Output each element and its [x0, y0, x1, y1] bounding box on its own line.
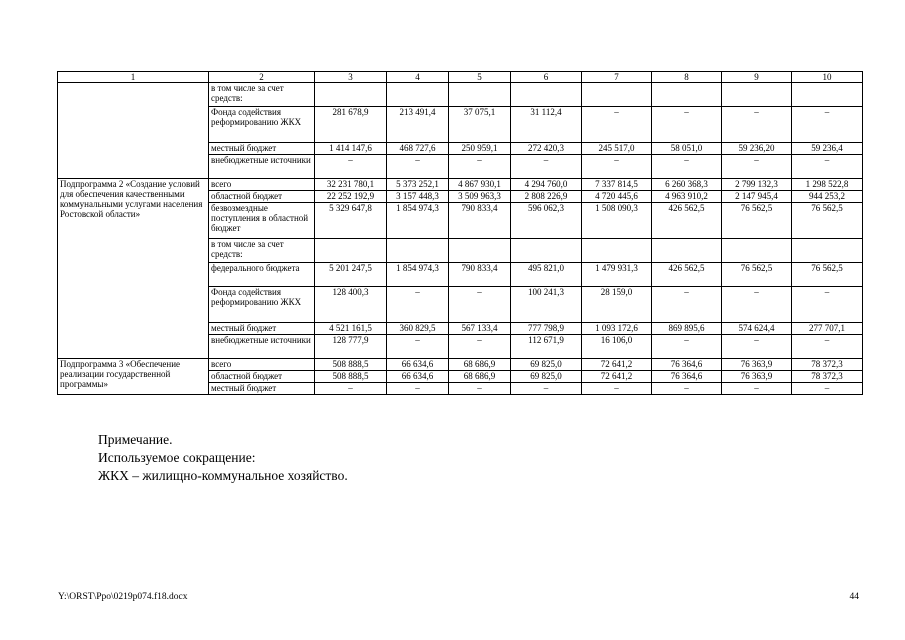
value-cell: 32 231 780,1 [315, 179, 387, 191]
value-cell: 4 867 930,1 [449, 179, 511, 191]
value-cell: 426 562,5 [652, 203, 722, 239]
value-cell [652, 239, 722, 263]
source-cell: местный бюджет [209, 323, 315, 335]
value-cell [315, 239, 387, 263]
value-cell: 1 479 931,3 [582, 263, 652, 287]
subprogram-cell [58, 83, 209, 179]
source-cell: областной бюджет [209, 191, 315, 203]
value-cell: 1 508 090,3 [582, 203, 652, 239]
value-cell: – [387, 335, 449, 359]
budget-table [57, 71, 863, 395]
value-cell: 250 959,1 [449, 143, 511, 155]
value-cell: – [387, 287, 449, 323]
value-cell: 59 236,20 [722, 143, 792, 155]
value-cell: 360 829,5 [387, 323, 449, 335]
note-abbreviation: ЖКХ – жилищно-коммунальное хозяйство. [98, 468, 348, 483]
value-cell: – [387, 383, 449, 395]
value-cell: – [722, 155, 792, 179]
table-row [58, 179, 863, 191]
value-cell: 790 833,4 [449, 203, 511, 239]
column-header: 2 [209, 72, 315, 83]
source-cell: местный бюджет [209, 143, 315, 155]
value-cell: 790 833,4 [449, 263, 511, 287]
subprogram-cell: Подпрограмма 3 «Обеспечение реализации государственной программы» [58, 359, 209, 395]
value-cell: 59 236,4 [792, 143, 863, 155]
value-cell [387, 83, 449, 107]
value-cell [582, 83, 652, 107]
value-cell: 2 799 132,3 [722, 179, 792, 191]
note-subtitle: Используемое сокращение: [98, 450, 256, 465]
value-cell: – [449, 287, 511, 323]
source-cell: местный бюджет [209, 383, 315, 395]
value-cell: 16 106,0 [582, 335, 652, 359]
value-cell: 76 364,6 [652, 371, 722, 383]
note-title: Примечание. [98, 432, 173, 447]
value-cell: 69 825,0 [511, 359, 582, 371]
source-cell: федерального бюджета [209, 263, 315, 287]
column-header: 6 [511, 72, 582, 83]
value-cell: 869 895,6 [652, 323, 722, 335]
subprogram-cell: Подпрограмма 2 «Создание условий для обеспечения качественными коммунальными услугами населения Ростовской области» [58, 179, 209, 359]
source-cell: в том числе за счет средств: [209, 83, 315, 107]
column-header: 8 [652, 72, 722, 83]
value-cell: – [449, 155, 511, 179]
value-cell: – [582, 383, 652, 395]
value-cell: – [652, 335, 722, 359]
value-cell: 277 707,1 [792, 323, 863, 335]
value-cell: – [792, 155, 863, 179]
value-cell: 37 075,1 [449, 107, 511, 143]
value-cell: – [792, 107, 863, 143]
value-cell: – [582, 155, 652, 179]
value-cell [387, 239, 449, 263]
value-cell: 567 133,4 [449, 323, 511, 335]
table-row [58, 83, 863, 107]
value-cell: 128 777,9 [315, 335, 387, 359]
value-cell: – [792, 335, 863, 359]
value-cell: 4 294 760,0 [511, 179, 582, 191]
value-cell: 596 062,3 [511, 203, 582, 239]
value-cell: 1 854 974,3 [387, 263, 449, 287]
value-cell: 777 798,9 [511, 323, 582, 335]
value-cell: 281 678,9 [315, 107, 387, 143]
value-cell: 4 720 445,6 [582, 191, 652, 203]
value-cell [722, 83, 792, 107]
value-cell: – [315, 155, 387, 179]
value-cell: 76 364,6 [652, 359, 722, 371]
value-cell: 76 562,5 [722, 203, 792, 239]
footer-page-number: 44 [849, 592, 859, 602]
value-cell [722, 239, 792, 263]
value-cell: 272 420,3 [511, 143, 582, 155]
value-cell: 7 337 814,5 [582, 179, 652, 191]
value-cell: 78 372,3 [792, 359, 863, 371]
value-cell: 468 727,6 [387, 143, 449, 155]
source-cell: областной бюджет [209, 371, 315, 383]
value-cell: 66 634,6 [387, 359, 449, 371]
value-cell: – [722, 335, 792, 359]
value-cell: 78 372,3 [792, 371, 863, 383]
value-cell: 72 641,2 [582, 359, 652, 371]
column-header: 5 [449, 72, 511, 83]
column-header: 9 [722, 72, 792, 83]
column-header: 10 [792, 72, 863, 83]
source-cell: внебюджетные источники [209, 155, 315, 179]
table-row [58, 359, 863, 371]
value-cell: 31 112,4 [511, 107, 582, 143]
source-cell: Фонда содействия реформированию ЖКХ [209, 287, 315, 323]
value-cell: – [387, 155, 449, 179]
value-cell: 28 159,0 [582, 287, 652, 323]
value-cell: 68 686,9 [449, 359, 511, 371]
source-cell: Фонда содействия реформированию ЖКХ [209, 107, 315, 143]
value-cell: 76 562,5 [722, 263, 792, 287]
value-cell: – [722, 287, 792, 323]
value-cell [449, 83, 511, 107]
value-cell: 6 260 368,3 [652, 179, 722, 191]
value-cell: 2 808 226,9 [511, 191, 582, 203]
value-cell [582, 239, 652, 263]
value-cell: – [722, 383, 792, 395]
value-cell: 76 562,5 [792, 203, 863, 239]
column-header: 3 [315, 72, 387, 83]
value-cell: 4 963 910,2 [652, 191, 722, 203]
value-cell: 495 821,0 [511, 263, 582, 287]
column-header: 7 [582, 72, 652, 83]
value-cell [511, 83, 582, 107]
value-cell: 3 509 963,3 [449, 191, 511, 203]
value-cell: 76 562,5 [792, 263, 863, 287]
source-cell: безвозмездные поступления в областной бюджет [209, 203, 315, 239]
source-cell: в том числе за счет средств: [209, 239, 315, 263]
source-cell: всего [209, 359, 315, 371]
value-cell [652, 83, 722, 107]
value-cell: 2 147 945,4 [722, 191, 792, 203]
value-cell: 245 517,0 [582, 143, 652, 155]
value-cell: – [722, 107, 792, 143]
value-cell: 68 686,9 [449, 371, 511, 383]
value-cell: – [315, 383, 387, 395]
value-cell: 944 253,2 [792, 191, 863, 203]
value-cell: 4 521 161,5 [315, 323, 387, 335]
value-cell: 508 888,5 [315, 359, 387, 371]
value-cell: 66 634,6 [387, 371, 449, 383]
value-cell: – [582, 107, 652, 143]
value-cell: – [449, 383, 511, 395]
value-cell: 22 252 192,9 [315, 191, 387, 203]
value-cell: 508 888,5 [315, 371, 387, 383]
value-cell: 76 363,9 [722, 359, 792, 371]
column-header: 1 [58, 72, 209, 83]
value-cell [511, 239, 582, 263]
value-cell: 1 298 522,8 [792, 179, 863, 191]
table-header-row [58, 72, 863, 83]
value-cell: 100 241,3 [511, 287, 582, 323]
value-cell: – [652, 107, 722, 143]
value-cell: 72 641,2 [582, 371, 652, 383]
table-body [58, 72, 863, 395]
value-cell: 1 854 974,3 [387, 203, 449, 239]
value-cell: 1 414 147,6 [315, 143, 387, 155]
value-cell: – [792, 383, 863, 395]
source-cell: всего [209, 179, 315, 191]
value-cell [449, 239, 511, 263]
source-cell: внебюджетные источники [209, 335, 315, 359]
value-cell: 1 093 172,6 [582, 323, 652, 335]
value-cell: 5 373 252,1 [387, 179, 449, 191]
value-cell [792, 83, 863, 107]
value-cell: 574 624,4 [722, 323, 792, 335]
value-cell: 76 363,9 [722, 371, 792, 383]
value-cell: – [792, 287, 863, 323]
value-cell [315, 83, 387, 107]
value-cell: – [449, 335, 511, 359]
value-cell: 213 491,4 [387, 107, 449, 143]
value-cell: 58 051,0 [652, 143, 722, 155]
footer-file-path: Y:\ORST\Ppo\0219p074.f18.docx [58, 592, 188, 602]
value-cell: – [652, 383, 722, 395]
value-cell: 112 671,9 [511, 335, 582, 359]
value-cell: – [652, 287, 722, 323]
value-cell: 5 201 247,5 [315, 263, 387, 287]
value-cell: 3 157 448,3 [387, 191, 449, 203]
value-cell: 128 400,3 [315, 287, 387, 323]
value-cell: – [511, 155, 582, 179]
value-cell: 69 825,0 [511, 371, 582, 383]
value-cell: – [511, 383, 582, 395]
value-cell: 5 329 647,8 [315, 203, 387, 239]
value-cell: 426 562,5 [652, 263, 722, 287]
column-header: 4 [387, 72, 449, 83]
value-cell [792, 239, 863, 263]
value-cell: – [652, 155, 722, 179]
